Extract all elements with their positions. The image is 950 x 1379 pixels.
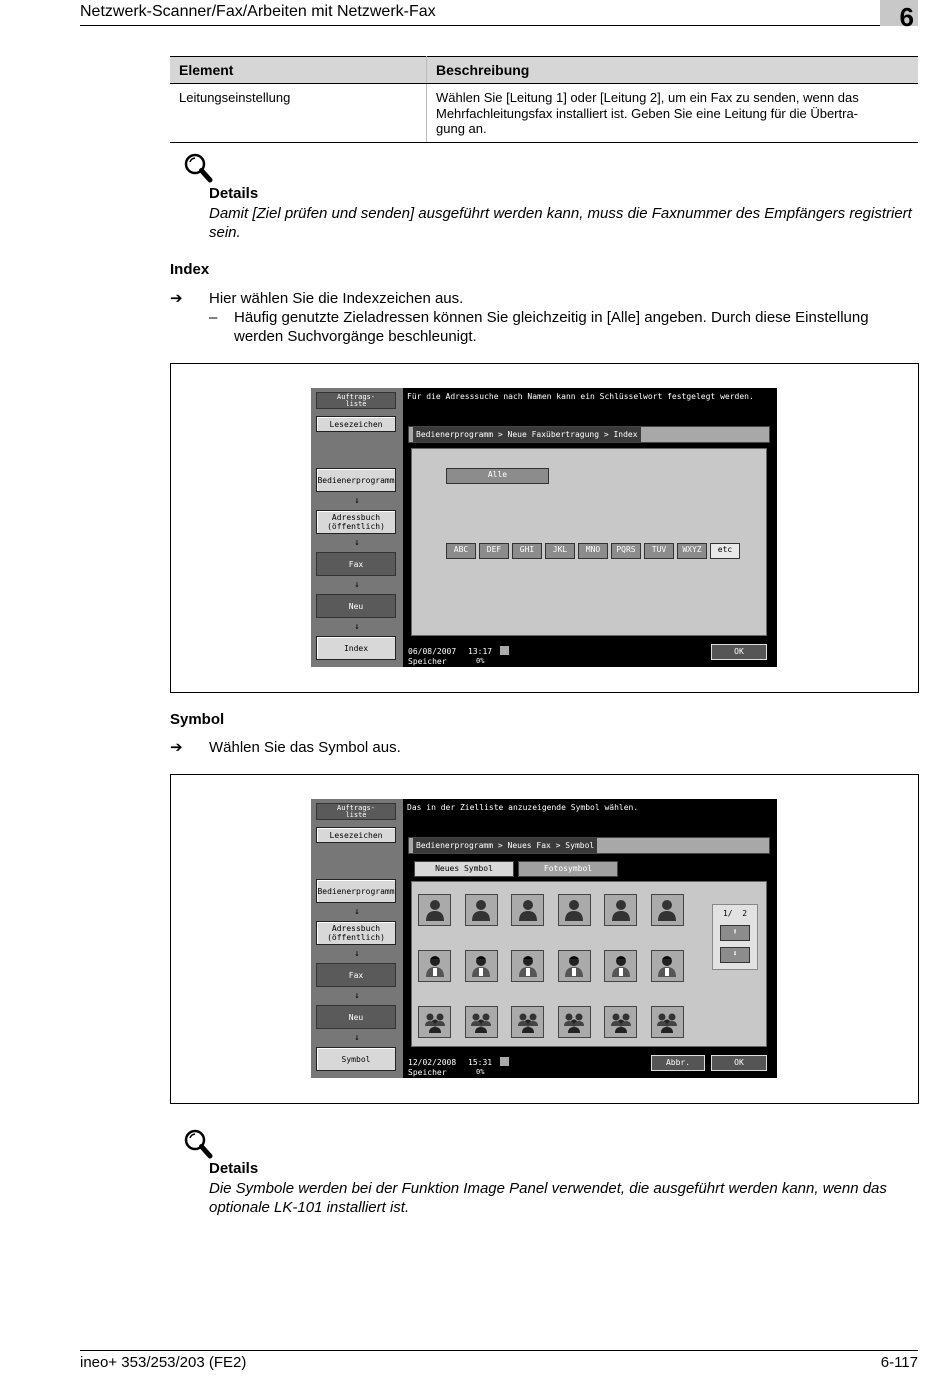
status-date: 12/02/2008 bbox=[408, 1058, 457, 1067]
index-key-mno[interactable]: MNO bbox=[578, 543, 608, 559]
symbol-button[interactable] bbox=[558, 894, 591, 926]
arrow-right-icon: ➔ bbox=[170, 739, 183, 756]
memory-value: 0% bbox=[476, 1068, 485, 1076]
symbol-button[interactable] bbox=[465, 894, 498, 926]
arrow-down-icon: ↓ bbox=[354, 1033, 360, 1043]
step-text: Wählen Sie das Symbol aus. bbox=[209, 739, 401, 756]
status-icon bbox=[500, 1057, 509, 1066]
job-list-button[interactable]: Auftrags- liste bbox=[316, 803, 396, 820]
group-icon bbox=[516, 1010, 540, 1034]
symbol-button[interactable] bbox=[651, 1006, 684, 1038]
description-line: Wählen Sie [Leitung 1] oder [Leitung 2], um ein Fax zu senden, wenn das bbox=[436, 90, 859, 105]
element-table bbox=[170, 56, 918, 143]
arrow-down-icon: ⬇ bbox=[732, 949, 738, 958]
bookmark-button[interactable]: Lesezeichen bbox=[316, 416, 396, 432]
ok-button[interactable]: OK bbox=[711, 1055, 767, 1071]
index-work-area bbox=[411, 448, 767, 636]
details-text: Damit [Ziel prüfen und senden] ausgeführt werden kann, muss die Faxnummer des Empfängers registriert sein. bbox=[209, 205, 912, 241]
index-key-pqrs[interactable]: PQRS bbox=[611, 543, 641, 559]
symbol-button[interactable] bbox=[418, 1006, 451, 1038]
arrow-down-icon: ↓ bbox=[354, 580, 360, 590]
breadcrumb-text: Bedienerprogramm > Neues Fax > Symbol bbox=[413, 838, 597, 853]
ok-button[interactable]: OK bbox=[711, 644, 767, 660]
symbol-button[interactable] bbox=[558, 950, 591, 982]
person-icon bbox=[470, 898, 492, 922]
details-heading: Details bbox=[209, 185, 259, 202]
fax-button[interactable]: Fax bbox=[316, 552, 396, 576]
arrow-down-icon: ↓ bbox=[354, 907, 360, 917]
table-header-row bbox=[170, 57, 918, 84]
description-line: gung an. bbox=[436, 121, 487, 136]
job-list-button[interactable]: Auftrags- liste bbox=[316, 392, 396, 409]
table-cell-element: Leitungseinstellung bbox=[170, 84, 427, 143]
person-icon bbox=[424, 954, 446, 978]
breadcrumb-text: Bedienerprogramm > Neue Faxübertragung > Index bbox=[413, 427, 641, 442]
symbol-button[interactable] bbox=[418, 950, 451, 982]
person-icon bbox=[656, 898, 678, 922]
chapter-number: 6 bbox=[899, 2, 914, 32]
memory-value: 0% bbox=[476, 657, 485, 665]
breadcrumb bbox=[408, 837, 770, 854]
arrow-right-icon: ➔ bbox=[170, 290, 183, 307]
table-cell-description bbox=[427, 84, 919, 143]
group-icon bbox=[423, 1010, 447, 1034]
symbol-button[interactable] bbox=[511, 950, 544, 982]
person-icon bbox=[563, 954, 585, 978]
person-icon bbox=[517, 898, 539, 922]
symbol-button[interactable] bbox=[604, 894, 637, 926]
table-row bbox=[170, 84, 918, 143]
index-key-abc[interactable]: ABC bbox=[446, 543, 476, 559]
device-panel-index bbox=[311, 388, 777, 667]
page-down-button[interactable] bbox=[720, 947, 750, 963]
status-icon bbox=[500, 646, 509, 655]
description-line: Mehrfachleitungsfax installiert ist. Geben Sie eine Leitung für die Übertra- bbox=[436, 105, 858, 121]
panel-message: Das in der Zielliste anzuzeigende Symbol wählen. bbox=[407, 803, 639, 812]
page-header-title: Netzwerk-Scanner/Fax/Arbeiten mit Netzwerk-Fax bbox=[80, 3, 436, 20]
index-key-ghi[interactable]: GHI bbox=[512, 543, 542, 559]
footer-product: ineo+ 353/253/203 (FE2) bbox=[80, 1354, 247, 1371]
details-text: Die Symbole werden bei der Funktion Image Panel verwendet, die ausgeführt werden kann, wenn das optionale LK-101 installiert ist. bbox=[209, 1180, 887, 1216]
page-up-button[interactable] bbox=[720, 925, 750, 941]
all-button[interactable]: Alle bbox=[446, 468, 549, 484]
symbol-button[interactable] bbox=[558, 1006, 591, 1038]
index-key-tuv[interactable]: TUV bbox=[644, 543, 674, 559]
table-header-description: Beschreibung bbox=[427, 57, 919, 84]
side-menu bbox=[311, 799, 403, 1078]
utility-button[interactable]: Bedienerprogramm bbox=[316, 468, 396, 492]
status-time: 15:31 bbox=[468, 1058, 493, 1067]
symbol-button[interactable] bbox=[651, 950, 684, 982]
magnifier-icon bbox=[183, 1128, 213, 1160]
footer-page-number: 6-117 bbox=[880, 1354, 918, 1371]
arrow-down-icon: ↓ bbox=[354, 991, 360, 1001]
person-icon bbox=[424, 898, 446, 922]
group-icon bbox=[655, 1010, 679, 1034]
page-control bbox=[712, 904, 758, 970]
index-key-etc[interactable]: etc bbox=[710, 543, 740, 559]
symbol-button[interactable] bbox=[511, 894, 544, 926]
new-button[interactable]: Neu bbox=[316, 1005, 396, 1029]
footer-rule bbox=[80, 1350, 918, 1351]
group-icon bbox=[562, 1010, 586, 1034]
sub-step-text: Häufig genutzte Zieladressen können Sie gleichzeitig in [Alle] angeben. Durch diese Einstellung werden Suchvorgänge beschleunigt. bbox=[234, 309, 869, 345]
page-indicator: 1/ 2 bbox=[722, 909, 748, 918]
header-rule bbox=[80, 25, 918, 26]
table-header-element: Element bbox=[170, 57, 427, 84]
symbol-button[interactable] bbox=[465, 950, 498, 982]
arrow-down-icon: ↓ bbox=[354, 622, 360, 632]
symbol-work-area bbox=[411, 881, 767, 1047]
dash-marker: – bbox=[209, 309, 218, 326]
person-icon bbox=[563, 898, 585, 922]
tab-photo-symbol[interactable]: Fotosymbol bbox=[518, 861, 618, 877]
breadcrumb bbox=[408, 426, 770, 443]
symbol-button[interactable] bbox=[418, 894, 451, 926]
group-icon bbox=[469, 1010, 493, 1034]
memory-label: Speicher bbox=[408, 1068, 447, 1077]
index-key-def[interactable]: DEF bbox=[479, 543, 509, 559]
person-icon bbox=[610, 954, 632, 978]
symbol-button[interactable]: Symbol bbox=[316, 1047, 396, 1071]
symbol-button[interactable] bbox=[465, 1006, 498, 1038]
utility-button[interactable]: Bedienerprogramm bbox=[316, 879, 396, 903]
arrow-up-icon: ⬆ bbox=[732, 927, 738, 936]
index-key-jkl[interactable]: JKL bbox=[545, 543, 575, 559]
person-icon bbox=[470, 954, 492, 978]
arrow-down-icon: ↓ bbox=[354, 949, 360, 959]
person-icon bbox=[656, 954, 678, 978]
group-icon bbox=[609, 1010, 633, 1034]
symbol-button[interactable] bbox=[511, 1006, 544, 1038]
tab-new-symbol[interactable]: Neues Symbol bbox=[414, 861, 514, 877]
symbol-button[interactable] bbox=[604, 950, 637, 982]
symbol-button[interactable] bbox=[604, 1006, 637, 1038]
side-menu bbox=[311, 388, 403, 667]
memory-label: Speicher bbox=[408, 657, 447, 666]
status-date: 06/08/2007 bbox=[408, 647, 457, 656]
index-button[interactable]: Index bbox=[316, 636, 396, 660]
section-heading-index: Index bbox=[170, 261, 210, 278]
person-icon bbox=[517, 954, 539, 978]
address-book-button[interactable]: Adressbuch (öffentlich) bbox=[316, 510, 396, 534]
cancel-button[interactable]: Abbr. bbox=[651, 1055, 705, 1071]
panel-message: Für die Adresssuche nach Namen kann ein Schlüsselwort festgelegt werden. bbox=[407, 392, 754, 401]
fax-button[interactable]: Fax bbox=[316, 963, 396, 987]
magnifier-icon bbox=[183, 152, 213, 184]
new-button[interactable]: Neu bbox=[316, 594, 396, 618]
arrow-down-icon: ↓ bbox=[354, 538, 360, 548]
details-heading: Details bbox=[209, 1160, 259, 1177]
index-key-wxyz[interactable]: WXYZ bbox=[677, 543, 707, 559]
device-panel-symbol bbox=[311, 799, 777, 1078]
step-text: Hier wählen Sie die Indexzeichen aus. bbox=[209, 290, 464, 307]
address-book-button[interactable]: Adressbuch (öffentlich) bbox=[316, 921, 396, 945]
symbol-button[interactable] bbox=[651, 894, 684, 926]
arrow-down-icon: ↓ bbox=[354, 496, 360, 506]
person-icon bbox=[610, 898, 632, 922]
bookmark-button[interactable]: Lesezeichen bbox=[316, 827, 396, 843]
status-time: 13:17 bbox=[468, 647, 493, 656]
section-heading-symbol: Symbol bbox=[170, 711, 225, 728]
